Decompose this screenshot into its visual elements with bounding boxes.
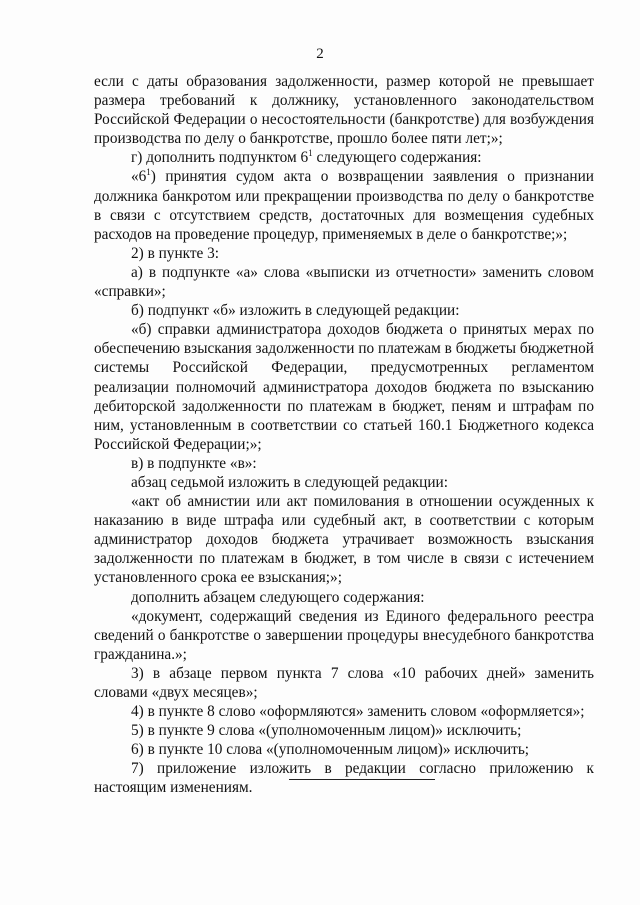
paragraph-subitem-a: а) в подпункте «а» слова «выписки из отчетности» заменить словом «справки»; [94, 263, 594, 301]
paragraph-item-2: 2) в пункте 3: [131, 244, 220, 262]
paragraph-item-7: 7) приложение изложить в редакции согласно приложению к настоящим изменениям. [94, 760, 594, 797]
paragraph-add-abzac: дополнить абзацем следующего содержания: [131, 588, 425, 606]
paragraph-subitem-g [94, 148, 594, 167]
superscript: 1 [146, 167, 151, 178]
paragraph-amnesty-text: «акт об амнистии или акт помилования в отношении осужденных к наказанию в виде штрафа или судебный акт, в соответствии с которым администратор доходов бюджета утрачивает возможность взыскания задолженности по платежам в бюджет, в том числе в связи с истечением установленного срока ее взыскания;»; [94, 493, 594, 587]
paragraph-text-pre: «6 [131, 168, 147, 186]
paragraph-text-post: следующего содержания: [312, 149, 482, 167]
paragraph-subitem-6-1 [94, 167, 594, 243]
paragraph-item-6: 6) в пункте 10 слова «(уполномоченным лицом)» исключить; [131, 741, 530, 759]
paragraph-registry-text: «документ, содержащий сведения из Единого федерального реестра сведений о банкротстве о завершении процедуры внесудебного банкротства гражданина.»; [94, 607, 594, 663]
paragraph-item-5: 5) в пункте 9 слова «(уполномоченным лицом)» исключить; [131, 722, 522, 740]
paragraph-continuation: если с даты образования задолженности, размер которой не превышает размера требований к должнику, установленного законодательством Российской Федерации о несостоятельности (банкротстве) для возбуждения производства по делу о банкротстве, прошло более пяти лет;»; [94, 73, 594, 148]
paragraph-seventh-abzac: абзац седьмой изложить в следующей редакции: [131, 473, 448, 491]
superscript: 1 [308, 148, 313, 159]
paragraph-item-4: 4) в пункте 8 слово «оформляются» заменить словом «оформляется»; [131, 703, 585, 721]
paragraph-subitem-b-text: «б) справки администратора доходов бюджета о принятых мерах по обеспечению взыскания задолженности по платежам в бюджеты бюджетной системы Российской Федерации, предусмотренных регламентом реализации полномочий администратора доходов бюджета по взысканию дебиторской задолженности по платежам в бюджет, пеням и штрафам по ним, установленным в соответствии со статьей 160.1 Бюджетного кодекса Российской Федерации;»; [94, 321, 594, 453]
paragraph-item-3: 3) в абзаце первом пункта 7 слова «10 рабочих дней» заменить словами «двух месяцев»; [94, 664, 594, 701]
end-divider-line [289, 779, 435, 780]
document-body [94, 72, 594, 798]
paragraph-text-pre: г) дополнить подпунктом 6 [131, 149, 309, 167]
paragraph-subitem-b: б) подпункт «б» изложить в следующей редакции: [131, 302, 460, 320]
paragraph-subitem-v: в) в подпункте «в»: [131, 454, 257, 472]
page-number: 2 [316, 46, 324, 62]
paragraph-text-post: ) принятия судом акта о возвращении заявления о признании должника банкротом или прекращении производства по делу о банкротстве в связи с отсутствием средств, достаточных для возмещения судебных расходов на проведение процедур, применяемых в деле о банкротстве;»; [94, 168, 594, 243]
